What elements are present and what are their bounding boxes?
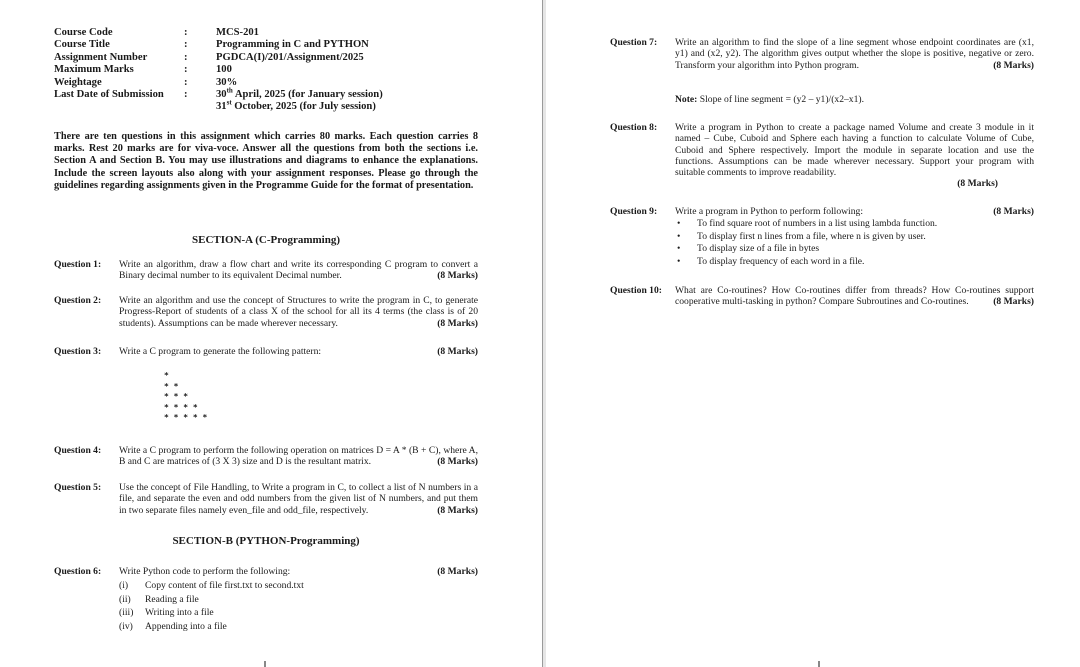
meta-value: 100	[216, 64, 232, 76]
marks-label: (8 Marks)	[437, 270, 478, 282]
meta-row	[54, 52, 456, 64]
list-number: (iv)	[119, 620, 133, 632]
meta-value: Programming in C and PYTHON	[216, 39, 369, 51]
question-label: Question 1:	[54, 259, 102, 270]
instructions-paragraph: There are ten questions in this assignment which carries 80 marks. Each question carries 8 marks. Rest 20 marks are for viva-voce. Answer all the questions from both the sections i.e. Section A and Section B. You may use illustrations and diagrams to enhance the explanations. Include the screen layouts also along with your assignment responses. Please go through the guidelines regarding assignments given in the Programme Guide for the format of presentation.	[54, 131, 478, 191]
question-4	[54, 445, 478, 468]
question-9	[610, 206, 1034, 268]
question-body	[119, 566, 478, 633]
bullet-icon: •	[677, 243, 681, 255]
list-item	[119, 606, 478, 619]
bullet-icon: •	[677, 218, 681, 230]
question-text: Write a C program to generate the following pattern:	[119, 346, 322, 357]
list-item	[675, 231, 1034, 243]
list-number: (ii)	[119, 593, 131, 605]
question-body	[119, 259, 478, 282]
meta-colon: :	[184, 76, 188, 88]
course-meta	[54, 27, 456, 114]
list-text: Copy content of file first.txt to second.txt	[145, 580, 304, 592]
submission-date-july: 31st October, 2025 (for July session)	[216, 98, 376, 113]
list-item	[119, 620, 478, 633]
marks-label: (8 Marks)	[437, 456, 478, 468]
question-label: Question 10:	[610, 285, 662, 296]
bullet-icon: •	[677, 230, 681, 242]
list-number: (iii)	[119, 607, 134, 619]
marks-label: (8 Marks)	[993, 296, 1034, 308]
list-text: To find square root of numbers in a list using lambda function.	[697, 218, 938, 230]
page-mark	[264, 661, 266, 667]
meta-row	[54, 64, 456, 76]
list-text: To display size of a file in bytes	[697, 243, 820, 255]
bullet-icon: •	[677, 255, 681, 267]
list-text: Writing into a file	[145, 607, 214, 619]
list-item	[675, 256, 1034, 268]
question-3	[54, 346, 478, 357]
question-label: Question 3:	[54, 346, 102, 357]
question-text: Write an algorithm, draw a flow chart and write its corresponding C program to convert a Binary decimal number to its equivalent Decimal number.	[119, 259, 478, 282]
question-10	[610, 285, 1034, 308]
meta-row	[54, 27, 456, 39]
meta-label: Last Date of Submission	[54, 89, 164, 101]
submission-date-january: 30th April, 2025 (for January session)	[216, 86, 383, 101]
meta-colon: :	[184, 39, 188, 51]
note-text: Slope of line segment = (y2 – y1)/(x2–x1).	[697, 94, 864, 105]
question-body	[675, 37, 1034, 71]
marks-label: (8 Marks)	[437, 346, 478, 357]
list-text: To display frequency of each word in a file.	[697, 255, 865, 267]
question-body	[119, 445, 478, 468]
list-item	[675, 218, 1034, 230]
sub-task-list	[119, 579, 478, 633]
question-label: Question 4:	[54, 445, 102, 456]
question-label: Question 5:	[54, 482, 102, 493]
meta-colon: :	[184, 64, 188, 76]
meta-value: MCS-201	[216, 27, 259, 38]
question-5	[54, 482, 478, 516]
marks-label: (8 Marks)	[993, 206, 1034, 217]
task-bullet-list	[675, 218, 1034, 268]
question-1	[54, 259, 478, 282]
meta-value: 30%	[216, 76, 238, 88]
list-item	[119, 579, 478, 592]
meta-colon: :	[184, 27, 188, 38]
question-7	[610, 37, 1034, 71]
meta-row-submission	[54, 86, 456, 114]
question-text: Write Python code to perform the following:	[119, 566, 291, 577]
question-8	[610, 122, 1034, 190]
question-label: Question 2:	[54, 295, 102, 306]
question-text: What are Co-routines? How Co-routines differ from threads? How Co-routines support cooperative multi-tasking in python? Compare Subroutines and Co-routines.	[675, 285, 1034, 308]
section-b-heading: SECTION-B (PYTHON-Programming)	[172, 535, 360, 547]
meta-label: Course Title	[54, 39, 110, 51]
list-number: (i)	[119, 580, 129, 592]
question-text: Write a program in Python to create a package named Volume and create 3 module in it named – Cube, Cuboid and Sphere each having a function to calculate Volume of Cube, Cuboid and Sphere respectively. Import the module in separate location and use the functions. Assumptions can be made wherever necessary. Support your program with suitable comments to improve readability.	[675, 122, 1034, 179]
question-text: Write a C program to perform the following operation on matrices D = A * (B + C), where A, B and C are matrices of (3 X 3) size and D is the resultant matrix.	[119, 445, 478, 468]
section-a-heading: SECTION-A (C-Programming)	[192, 234, 340, 246]
star-pattern: * * * * * * * * * * * * * * *	[164, 371, 208, 423]
list-text: Appending into a file	[145, 620, 227, 632]
meta-value: PGDCA(I)/201/Assignment/2025	[216, 51, 364, 63]
question-body	[119, 482, 478, 516]
question-text: Write an algorithm to find the slope of a line segment whose endpoint coordinates are (x1, y1) and (x2, y2). The algorithm gives output whether the slope is positive, negative or zero. Transform your algorithm into Python program.	[675, 37, 1034, 71]
list-item	[119, 593, 478, 606]
meta-row	[54, 77, 456, 89]
list-text: To display first n lines from a file, where n is given by user.	[697, 230, 926, 242]
marks-label: (8 Marks)	[437, 566, 478, 577]
note-label: Note:	[675, 94, 698, 105]
question-body	[675, 285, 1034, 308]
marks-label: (8 Marks)	[957, 178, 998, 190]
question-body	[119, 346, 478, 357]
submission-dates	[216, 86, 456, 114]
slope-note	[675, 94, 864, 105]
meta-colon: :	[184, 89, 188, 101]
meta-label: Weightage	[54, 76, 102, 88]
question-label: Question 6:	[54, 566, 102, 577]
question-label: Question 7:	[610, 37, 658, 48]
question-6	[54, 566, 478, 633]
marks-label: (8 Marks)	[437, 504, 478, 516]
meta-label: Maximum Marks	[54, 64, 134, 76]
marks-label: (8 Marks)	[437, 317, 478, 329]
question-body	[119, 295, 478, 329]
list-text: Reading a file	[145, 593, 199, 605]
page-mark	[818, 661, 820, 667]
question-label: Question 9:	[610, 206, 658, 217]
meta-row	[54, 39, 456, 51]
question-text: Write an algorithm and use the concept of Structures to write the program in C, to generate Progress-Report of students of a class X of the school for all its 4 terms (the class is of 20 students). Assumptions can be made wherever necessary.	[119, 295, 478, 329]
meta-label: Assignment Number	[54, 51, 148, 63]
question-text: Use the concept of File Handling, to Write a program in C, to collect a list of N numbers in a file, and separate the even and odd numbers from the given list of N numbers, and put them in two separate files namely even_file and odd_file, respectively.	[119, 482, 478, 516]
meta-colon: :	[184, 51, 188, 63]
question-label: Question 8:	[610, 122, 658, 133]
marks-label: (8 Marks)	[993, 59, 1034, 71]
question-body	[675, 122, 1034, 190]
meta-label: Course Code	[54, 27, 113, 38]
list-item	[675, 243, 1034, 255]
question-2	[54, 295, 478, 329]
question-body	[675, 206, 1034, 268]
question-text: Write a program in Python to perform following:	[675, 206, 863, 217]
